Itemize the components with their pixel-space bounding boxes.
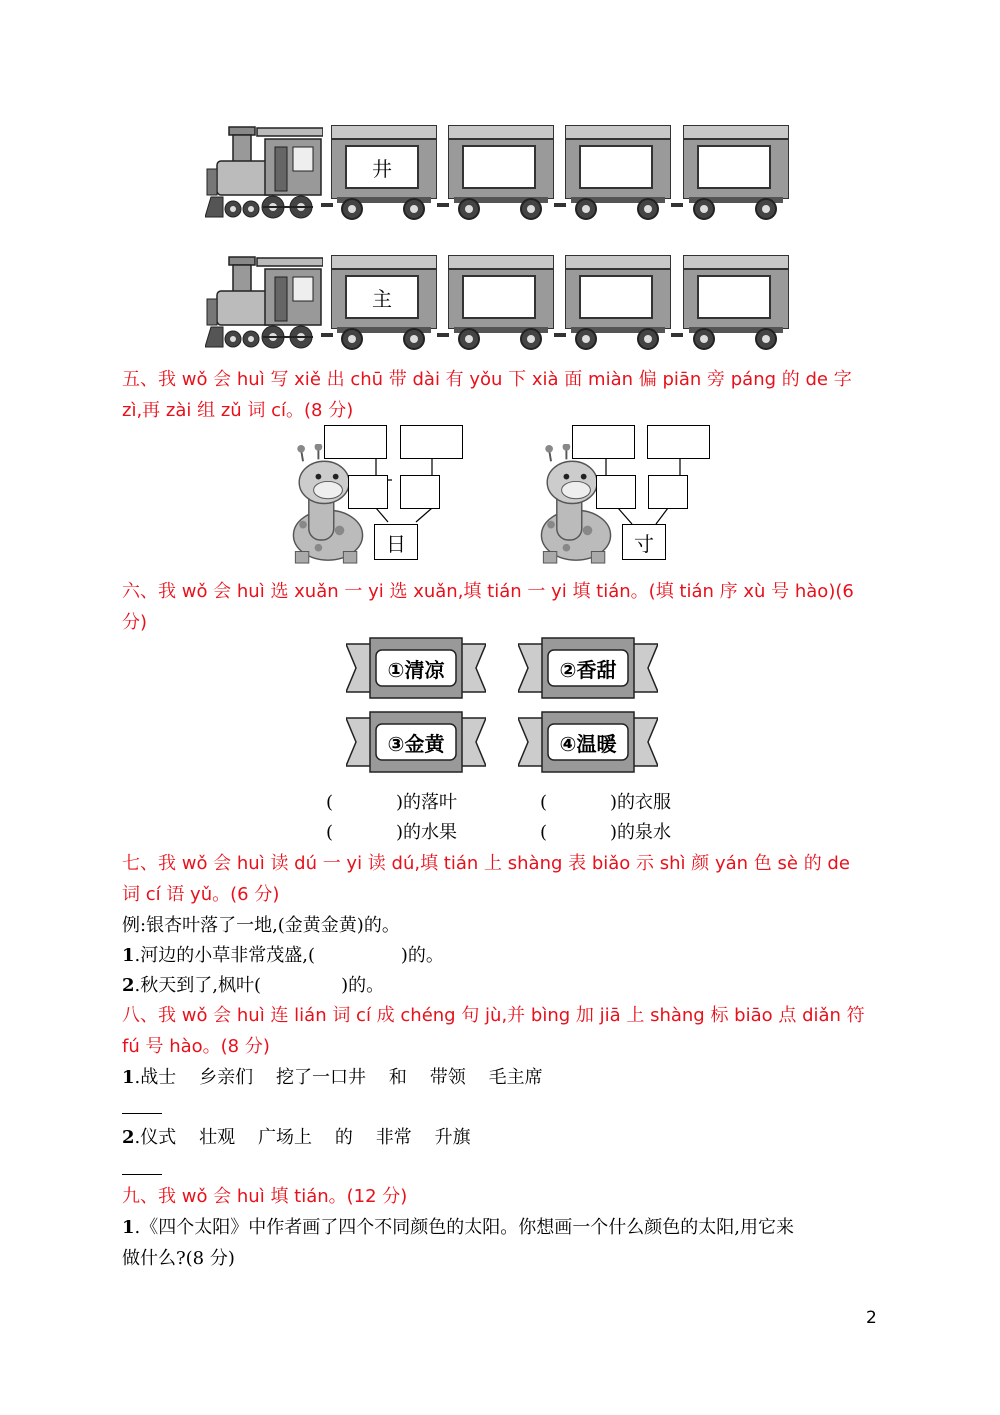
answer-box[interactable] — [648, 475, 688, 509]
q5-heading-line2: zì,再 zài 组 zǔ 词 cí。(8 分) — [122, 400, 354, 421]
answer-line[interactable] — [122, 1174, 162, 1175]
train-car — [331, 255, 437, 350]
fill-blank[interactable]: ( )的落叶 — [326, 792, 457, 813]
option-ribbon — [518, 636, 658, 700]
radical-box: 日 — [374, 524, 418, 560]
q6-heading-line2: 分) — [122, 612, 148, 633]
q7-heading-line1: 七、我 wǒ 会 huì 读 dú 一 yi 读 dú,填 tián 上 shàng 表 biǎo 示 shì 颜 yán 色 sè 的 de — [122, 853, 850, 874]
empty-char-box[interactable] — [579, 145, 653, 189]
q8-item-1: 1.战士 乡亲们 挖了一口井 和 带领 毛主席 — [122, 1067, 543, 1088]
option-label: ④温暖 — [559, 731, 617, 756]
option-label: ③金黄 — [387, 731, 445, 756]
train-row-2 — [205, 255, 800, 350]
q8-item-2: 2.仪式 壮观 广场上 的 非常 升旗 — [122, 1127, 471, 1148]
answer-box[interactable] — [400, 425, 463, 459]
answer-box[interactable] — [348, 475, 388, 509]
train-car — [448, 125, 554, 220]
option-label: ②香甜 — [559, 657, 617, 682]
answer-line[interactable] — [122, 1113, 162, 1114]
empty-char-box[interactable] — [697, 145, 771, 189]
option-ribbon — [518, 710, 658, 774]
q8-heading-line2: fú 号 hào。(8 分) — [122, 1036, 270, 1057]
train-car — [683, 255, 789, 350]
q8-heading-line1: 八、我 wǒ 会 huì 连 lián 词 cí 成 chéng 句 jù,并 bìng 加 jiā 上 shàng 标 biāo 点 diǎn 符 — [122, 1005, 865, 1026]
answer-box[interactable] — [647, 425, 710, 459]
empty-char-box[interactable] — [462, 145, 536, 189]
q9-item-1-line2: 做什么?(8 分) — [122, 1248, 235, 1269]
answer-box[interactable] — [596, 475, 636, 509]
train-car — [331, 125, 437, 220]
q9-heading: 九、我 wǒ 会 huì 填 tián。(12 分) — [122, 1186, 408, 1207]
q7-example: 例:银杏叶落了一地,(金黄金黄)的。 — [122, 915, 400, 936]
fill-blank[interactable]: ( )的衣服 — [540, 792, 671, 813]
locomotive-icon — [205, 125, 323, 220]
empty-char-box[interactable] — [579, 275, 653, 319]
fill-blank[interactable]: ( )的水果 — [326, 822, 457, 843]
answer-box[interactable] — [400, 475, 440, 509]
page-number: 2 — [866, 1308, 877, 1328]
radical-box: 寸 — [622, 524, 666, 560]
train-car — [565, 255, 671, 350]
train-car — [565, 125, 671, 220]
answer-box[interactable] — [572, 425, 635, 459]
locomotive-icon — [205, 255, 323, 350]
answer-box[interactable] — [324, 425, 387, 459]
empty-char-box[interactable] — [697, 275, 771, 319]
fill-blank[interactable]: ( )的泉水 — [540, 822, 671, 843]
q7-item-2[interactable]: 2.秋天到了,枫叶( )的。 — [122, 975, 385, 996]
char-box: 主 — [345, 275, 419, 319]
empty-char-box[interactable] — [462, 275, 536, 319]
train-car — [448, 255, 554, 350]
option-ribbon — [346, 636, 486, 700]
option-ribbon — [346, 710, 486, 774]
q7-item-1[interactable]: 1.河边的小草非常茂盛,( )的。 — [122, 945, 444, 966]
char-box: 井 — [345, 145, 419, 189]
q7-heading-line2: 词 cí 语 yǔ。(6 分) — [122, 884, 280, 905]
option-label: ①清凉 — [387, 657, 445, 682]
q5-heading-line1: 五、我 wǒ 会 huì 写 xiě 出 chū 带 dài 有 yǒu 下 xià 面 miàn 偏 piān 旁 páng 的 de 字 — [122, 369, 852, 390]
train-car — [683, 125, 789, 220]
train-row-1 — [205, 125, 800, 220]
q6-heading-line1: 六、我 wǒ 会 huì 选 xuǎn 一 yi 选 xuǎn,填 tián 一 yi 填 tián。(填 tián 序 xù 号 hào)(6 — [122, 581, 854, 602]
q9-item-1-line1: 1.《四个太阳》中作者画了四个不同颜色的太阳。你想画一个什么颜色的太阳,用它来 — [122, 1217, 794, 1238]
